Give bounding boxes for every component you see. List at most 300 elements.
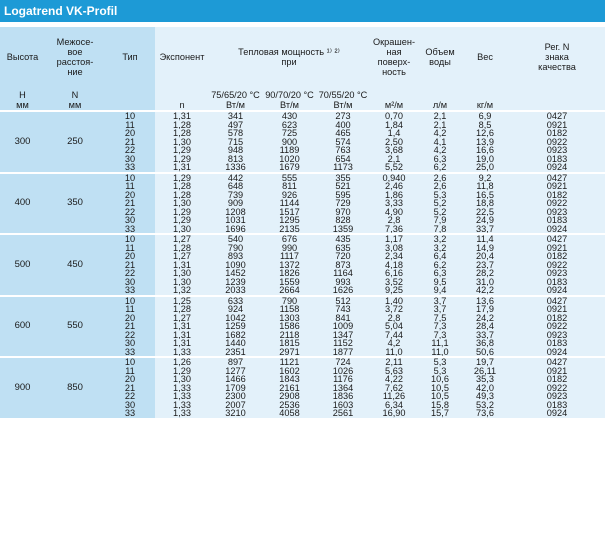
- cell-volume: 7,8: [419, 225, 461, 235]
- cell-power-75-65: 909: [209, 199, 262, 208]
- cell-weight: 18,8: [461, 199, 509, 208]
- cell-reg: 0183: [509, 216, 605, 225]
- cell-exponent: 1,28: [155, 121, 209, 130]
- cell-power-75-65: 1440: [209, 339, 262, 348]
- unit-power-2-label: 90/70/20 °C Вт/м: [265, 90, 314, 110]
- cell-type: 33: [105, 348, 155, 358]
- cell-surface: 7,44: [369, 331, 419, 340]
- unit-exponent-label: n: [179, 100, 185, 110]
- cell-power-90-70: 555: [262, 173, 317, 183]
- cell-exponent: 1,29: [155, 208, 209, 217]
- cell-power-70-55: 654: [317, 155, 369, 164]
- cell-power-75-65: 1042: [209, 314, 262, 323]
- cell-volume: 5,2: [419, 199, 461, 208]
- cell-surface: 3,52: [369, 278, 419, 287]
- cell-exponent: 1,33: [155, 348, 209, 358]
- cell-exponent: 1,26: [155, 357, 209, 367]
- cell-power-90-70: 2908: [262, 392, 317, 401]
- cell-reg: 0923: [509, 392, 605, 401]
- cell-volume: 15,7: [419, 409, 461, 418]
- cell-reg: 0182: [509, 314, 605, 323]
- cell-weight: 50,6: [461, 348, 509, 358]
- table-row: [0, 357, 605, 367]
- cell-power-70-55: 273: [317, 111, 369, 121]
- cell-power-90-70: 2161: [262, 384, 317, 393]
- cell-weight: 73,6: [461, 409, 509, 418]
- cell-volume: 3,2: [419, 244, 461, 253]
- cell-power-90-70: 1020: [262, 155, 317, 164]
- cell-reg: 0183: [509, 401, 605, 410]
- cell-exponent: 1,33: [155, 409, 209, 418]
- header-power-label: Тепловая мощность ¹⁾ ²⁾ при: [238, 46, 340, 67]
- cell-exponent: 1,31: [155, 331, 209, 340]
- cell-reg: 0427: [509, 111, 605, 121]
- cell-reg: 0922: [509, 384, 605, 393]
- cell-power-70-55: 873: [317, 261, 369, 270]
- cell-volume: 15,8: [419, 401, 461, 410]
- cell-power-70-55: 1009: [317, 322, 369, 331]
- cell-weight: 33,7: [461, 331, 509, 340]
- header-weight: [461, 27, 509, 86]
- cell-reg: 0923: [509, 331, 605, 340]
- cell-weight: 42,0: [461, 384, 509, 393]
- cell-type: 10: [105, 357, 155, 367]
- cell-power-75-65: 633: [209, 296, 262, 306]
- cell-weight: 28,2: [461, 269, 509, 278]
- cell-reg: 0427: [509, 173, 605, 183]
- cell-exponent: 1,33: [155, 392, 209, 401]
- cell-exponent: 1,29: [155, 173, 209, 183]
- cell-type: 10: [105, 296, 155, 306]
- cell-power-75-65: 1682: [209, 331, 262, 340]
- cell-type: 22: [105, 146, 155, 155]
- unit-exponent: [155, 86, 209, 111]
- cell-surface: 4,22: [369, 375, 419, 384]
- unit-power-1-label: 75/65/20 °C Вт/м: [211, 90, 260, 110]
- cell-type: 10: [105, 234, 155, 244]
- cell-power-70-55: 993: [317, 278, 369, 287]
- cell-surface: 2,50: [369, 138, 419, 147]
- cell-power-90-70: 2664: [262, 286, 317, 296]
- cell-surface: 1,4: [369, 129, 419, 138]
- cell-type: 20: [105, 375, 155, 384]
- cell-power-90-70: 1679: [262, 163, 317, 173]
- cell-weight: 17,9: [461, 305, 509, 314]
- cell-power-90-70: 1517: [262, 208, 317, 217]
- cell-surface: 2,8: [369, 216, 419, 225]
- header-height-label: Высота: [6, 51, 39, 62]
- cell-type: 33: [105, 225, 155, 235]
- table-row: [0, 296, 605, 306]
- cell-volume: 7,9: [419, 216, 461, 225]
- unit-power-2: [262, 86, 317, 111]
- header-type-label: Тип: [122, 51, 138, 62]
- cell-weight: 23,7: [461, 261, 509, 270]
- cell-volume: 5,3: [419, 357, 461, 367]
- cell-power-90-70: 623: [262, 121, 317, 130]
- cell-volume: 5,3: [419, 191, 461, 200]
- cell-spacing: 850: [45, 357, 105, 418]
- cell-type: 22: [105, 331, 155, 340]
- cell-type: 20: [105, 314, 155, 323]
- cell-spacing: 450: [45, 234, 105, 296]
- cell-reg: 0923: [509, 208, 605, 217]
- header-spacing: [45, 27, 105, 86]
- cell-power-90-70: 1303: [262, 314, 317, 323]
- cell-power-70-55: 729: [317, 199, 369, 208]
- cell-weight: 35,3: [461, 375, 509, 384]
- unit-surface: [369, 86, 419, 111]
- cell-type: 33: [105, 286, 155, 296]
- cell-type: 20: [105, 191, 155, 200]
- cell-power-70-55: 1026: [317, 367, 369, 376]
- cell-power-90-70: 811: [262, 182, 317, 191]
- cell-surface: 2,46: [369, 182, 419, 191]
- cell-weight: 12,6: [461, 129, 509, 138]
- cell-power-90-70: 1117: [262, 252, 317, 261]
- cell-power-75-65: 1259: [209, 322, 262, 331]
- cell-exponent: 1,29: [155, 216, 209, 225]
- cell-type: 30: [105, 401, 155, 410]
- unit-power-3: [317, 86, 369, 111]
- table-row: [0, 111, 605, 121]
- cell-type: 11: [105, 305, 155, 314]
- cell-reg: 0921: [509, 305, 605, 314]
- cell-reg: 0924: [509, 348, 605, 358]
- cell-power-75-65: 442: [209, 173, 262, 183]
- cell-weight: 6,9: [461, 111, 509, 121]
- cell-type: 11: [105, 367, 155, 376]
- cell-volume: 2,1: [419, 111, 461, 121]
- unit-spacing: [45, 86, 105, 111]
- cell-type: 10: [105, 111, 155, 121]
- cell-power-70-55: 720: [317, 252, 369, 261]
- cell-power-75-65: 1208: [209, 208, 262, 217]
- cell-volume: 10,5: [419, 384, 461, 393]
- cell-surface: 3,68: [369, 146, 419, 155]
- cell-power-70-55: 512: [317, 296, 369, 306]
- cell-exponent: 1,30: [155, 375, 209, 384]
- cell-power-75-65: 897: [209, 357, 262, 367]
- cell-weight: 13,6: [461, 296, 509, 306]
- cell-reg: 0921: [509, 121, 605, 130]
- cell-power-90-70: 1826: [262, 269, 317, 278]
- cell-volume: 10,5: [419, 392, 461, 401]
- cell-exponent: 1,29: [155, 155, 209, 164]
- cell-volume: 6,4: [419, 252, 461, 261]
- cell-power-70-55: 1364: [317, 384, 369, 393]
- cell-surface: 4,90: [369, 208, 419, 217]
- cell-volume: 3,7: [419, 296, 461, 306]
- cell-power-75-65: 2007: [209, 401, 262, 410]
- cell-weight: 16,5: [461, 191, 509, 200]
- cell-surface: 9,25: [369, 286, 419, 296]
- cell-power-90-70: 926: [262, 191, 317, 200]
- cell-power-90-70: 2135: [262, 225, 317, 235]
- cell-weight: 33,7: [461, 225, 509, 235]
- cell-power-70-55: 724: [317, 357, 369, 367]
- header-reg-label: Рег. N знака качества: [538, 41, 576, 72]
- cell-volume: 7,5: [419, 314, 461, 323]
- unit-power-1: [209, 86, 262, 111]
- cell-surface: 2,11: [369, 357, 419, 367]
- cell-power-70-55: 841: [317, 314, 369, 323]
- cell-power-75-65: 1696: [209, 225, 262, 235]
- cell-weight: 25,0: [461, 163, 509, 173]
- cell-surface: 6,34: [369, 401, 419, 410]
- cell-reg: 0924: [509, 225, 605, 235]
- cell-surface: 1,84: [369, 121, 419, 130]
- cell-power-70-55: 1173: [317, 163, 369, 173]
- cell-power-70-55: 1877: [317, 348, 369, 358]
- cell-power-75-65: 1090: [209, 261, 262, 270]
- cell-power-75-65: 2351: [209, 348, 262, 358]
- cell-type: 11: [105, 182, 155, 191]
- cell-reg: 0923: [509, 269, 605, 278]
- table-title: Logatrend VK-Profil: [0, 0, 605, 22]
- cell-volume: 6,3: [419, 269, 461, 278]
- header-type: [105, 27, 155, 86]
- cell-volume: 9,5: [419, 278, 461, 287]
- cell-exponent: 1,29: [155, 367, 209, 376]
- cell-power-75-65: 715: [209, 138, 262, 147]
- cell-power-70-55: 595: [317, 191, 369, 200]
- table-row: [0, 234, 605, 244]
- cell-power-75-65: 578: [209, 129, 262, 138]
- cell-power-70-55: 743: [317, 305, 369, 314]
- cell-exponent: 1,31: [155, 261, 209, 270]
- cell-weight: 9,2: [461, 173, 509, 183]
- cell-reg: 0182: [509, 252, 605, 261]
- cell-weight: 11,8: [461, 182, 509, 191]
- cell-type: 20: [105, 129, 155, 138]
- cell-power-90-70: 790: [262, 296, 317, 306]
- unit-reg: [509, 86, 605, 111]
- cell-weight: 24,2: [461, 314, 509, 323]
- cell-power-70-55: 1603: [317, 401, 369, 410]
- cell-surface: 4,18: [369, 261, 419, 270]
- cell-type: 33: [105, 409, 155, 418]
- cell-volume: 9,4: [419, 286, 461, 296]
- cell-surface: 1,40: [369, 296, 419, 306]
- table-row: [0, 173, 605, 183]
- cell-power-90-70: 1121: [262, 357, 317, 367]
- unit-power-3-label: 70/55/20 °C Вт/м: [318, 90, 368, 110]
- unit-weight: [461, 86, 509, 111]
- cell-power-70-55: 521: [317, 182, 369, 191]
- cell-power-75-65: 3210: [209, 409, 262, 418]
- cell-power-90-70: 2536: [262, 401, 317, 410]
- cell-power-70-55: 574: [317, 138, 369, 147]
- header-exponent-label: Экспонент: [159, 51, 205, 62]
- cell-volume: 4,1: [419, 138, 461, 147]
- cell-exponent: 1,28: [155, 305, 209, 314]
- cell-exponent: 1,31: [155, 111, 209, 121]
- cell-reg: 0427: [509, 296, 605, 306]
- cell-power-90-70: 676: [262, 234, 317, 244]
- cell-power-75-65: 648: [209, 182, 262, 191]
- cell-weight: 19,0: [461, 155, 509, 164]
- cell-power-70-55: 465: [317, 129, 369, 138]
- cell-power-90-70: 1843: [262, 375, 317, 384]
- cell-type: 30: [105, 216, 155, 225]
- cell-surface: 0,940: [369, 173, 419, 183]
- cell-power-75-65: 1709: [209, 384, 262, 393]
- cell-volume: 3,7: [419, 305, 461, 314]
- cell-power-70-55: 635: [317, 244, 369, 253]
- cell-exponent: 1,29: [155, 146, 209, 155]
- cell-power-90-70: 990: [262, 244, 317, 253]
- cell-power-70-55: 828: [317, 216, 369, 225]
- cell-exponent: 1,28: [155, 182, 209, 191]
- cell-type: 10: [105, 173, 155, 183]
- header-exponent: [155, 27, 209, 86]
- cell-power-90-70: 900: [262, 138, 317, 147]
- header-surface-label: Окрашен- ная поверх- ность: [373, 36, 415, 77]
- cell-power-75-65: 948: [209, 146, 262, 155]
- cell-volume: 11,0: [419, 348, 461, 358]
- cell-weight: 16,6: [461, 146, 509, 155]
- cell-volume: 6,3: [419, 155, 461, 164]
- cell-power-90-70: 1295: [262, 216, 317, 225]
- cell-weight: 14,9: [461, 244, 509, 253]
- cell-reg: 0921: [509, 182, 605, 191]
- cell-exponent: 1,32: [155, 286, 209, 296]
- cell-volume: 10,6: [419, 375, 461, 384]
- cell-weight: 31,0: [461, 278, 509, 287]
- cell-type: 30: [105, 155, 155, 164]
- cell-power-70-55: 1626: [317, 286, 369, 296]
- cell-exponent: 1,30: [155, 278, 209, 287]
- cell-power-75-65: 1466: [209, 375, 262, 384]
- cell-exponent: 1,28: [155, 129, 209, 138]
- cell-surface: 5,52: [369, 163, 419, 173]
- cell-volume: 5,2: [419, 208, 461, 217]
- header-reg: [509, 27, 605, 86]
- cell-reg: 0183: [509, 278, 605, 287]
- cell-exponent: 1,27: [155, 314, 209, 323]
- cell-power-90-70: 1815: [262, 339, 317, 348]
- cell-power-75-65: 2033: [209, 286, 262, 296]
- cell-surface: 7,36: [369, 225, 419, 235]
- cell-surface: 2,1: [369, 155, 419, 164]
- cell-weight: 53,2: [461, 401, 509, 410]
- cell-spacing: 250: [45, 111, 105, 173]
- cell-reg: 0922: [509, 322, 605, 331]
- cell-exponent: 1,31: [155, 322, 209, 331]
- cell-power-90-70: 2971: [262, 348, 317, 358]
- header-volume: [419, 27, 461, 86]
- unit-spacing-label: N мм: [68, 90, 82, 110]
- cell-volume: 11,1: [419, 339, 461, 348]
- cell-weight: 42,2: [461, 286, 509, 296]
- cell-type: 21: [105, 199, 155, 208]
- cell-weight: 19,7: [461, 357, 509, 367]
- cell-power-90-70: 430: [262, 111, 317, 121]
- cell-volume: 3,2: [419, 234, 461, 244]
- cell-exponent: 1,33: [155, 384, 209, 393]
- cell-surface: 3,72: [369, 305, 419, 314]
- cell-power-75-65: 1239: [209, 278, 262, 287]
- cell-weight: 36,8: [461, 339, 509, 348]
- cell-power-70-55: 1359: [317, 225, 369, 235]
- cell-volume: 4,2: [419, 146, 461, 155]
- unit-type: [105, 86, 155, 111]
- cell-volume: 2,6: [419, 173, 461, 183]
- cell-surface: 3,33: [369, 199, 419, 208]
- cell-exponent: 1,33: [155, 401, 209, 410]
- cell-volume: 4,2: [419, 129, 461, 138]
- cell-exponent: 1,28: [155, 191, 209, 200]
- unit-volume-label: л/м: [432, 100, 448, 110]
- cell-exponent: 1,25: [155, 296, 209, 306]
- cell-power-75-65: 739: [209, 191, 262, 200]
- cell-exponent: 1,30: [155, 225, 209, 235]
- cell-power-75-65: 1452: [209, 269, 262, 278]
- cell-exponent: 1,30: [155, 199, 209, 208]
- cell-exponent: 1,30: [155, 269, 209, 278]
- cell-power-75-65: 1277: [209, 367, 262, 376]
- cell-power-70-55: 1164: [317, 269, 369, 278]
- cell-surface: 11,0: [369, 348, 419, 358]
- cell-type: 11: [105, 121, 155, 130]
- cell-height: 500: [0, 234, 45, 296]
- cell-surface: 4,2: [369, 339, 419, 348]
- cell-weight: 8,5: [461, 121, 509, 130]
- cell-power-90-70: 1602: [262, 367, 317, 376]
- cell-surface: 2,8: [369, 314, 419, 323]
- cell-volume: 6,2: [419, 163, 461, 173]
- cell-exponent: 1,27: [155, 234, 209, 244]
- cell-type: 11: [105, 244, 155, 253]
- cell-power-70-55: 1836: [317, 392, 369, 401]
- cell-reg: 0924: [509, 286, 605, 296]
- cell-volume: 7,3: [419, 322, 461, 331]
- cell-reg: 0183: [509, 339, 605, 348]
- cell-type: 21: [105, 261, 155, 270]
- cell-power-75-65: 813: [209, 155, 262, 164]
- cell-height: 600: [0, 296, 45, 358]
- cell-power-70-55: 970: [317, 208, 369, 217]
- cell-reg: 0427: [509, 357, 605, 367]
- cell-type: 21: [105, 384, 155, 393]
- cell-reg: 0922: [509, 261, 605, 270]
- cell-reg: 0922: [509, 199, 605, 208]
- cell-reg: 0923: [509, 146, 605, 155]
- cell-volume: 2,1: [419, 121, 461, 130]
- cell-type: 21: [105, 322, 155, 331]
- cell-weight: 24,9: [461, 216, 509, 225]
- cell-power-75-65: 893: [209, 252, 262, 261]
- cell-reg: 0922: [509, 138, 605, 147]
- unit-weight-label: кг/м: [476, 100, 494, 110]
- cell-weight: 22,5: [461, 208, 509, 217]
- cell-weight: 26,11: [461, 367, 509, 376]
- cell-power-90-70: 1189: [262, 146, 317, 155]
- cell-exponent: 1,31: [155, 339, 209, 348]
- cell-power-70-55: 400: [317, 121, 369, 130]
- cell-type: 33: [105, 163, 155, 173]
- header-power: [209, 27, 369, 86]
- cell-power-75-65: 540: [209, 234, 262, 244]
- cell-exponent: 1,28: [155, 244, 209, 253]
- cell-weight: 13,9: [461, 138, 509, 147]
- cell-power-90-70: 1586: [262, 322, 317, 331]
- cell-reg: 0182: [509, 191, 605, 200]
- cell-power-75-65: 497: [209, 121, 262, 130]
- cell-weight: 20,4: [461, 252, 509, 261]
- cell-type: 21: [105, 138, 155, 147]
